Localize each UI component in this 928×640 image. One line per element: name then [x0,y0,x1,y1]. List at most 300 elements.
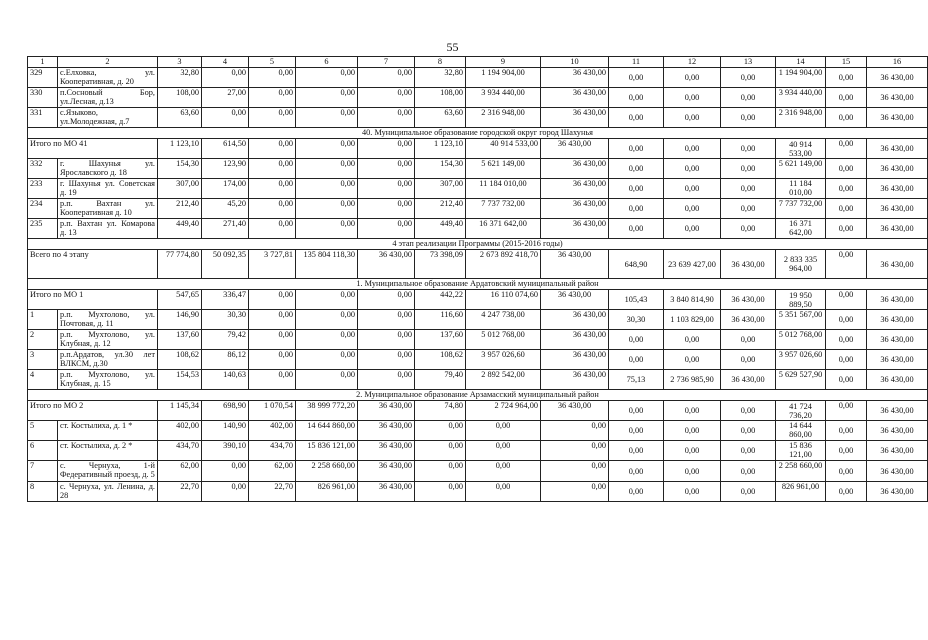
value-cell: 36 430,00 [358,441,415,461]
row-number: 330 [28,88,58,108]
value-cell: 0,00 [202,482,249,502]
value-cell: 5 012 768,00 [466,330,541,350]
value-cell: 3 957 026,60 [776,350,826,370]
row-number: 235 [28,219,58,239]
value-cell: 0,00 [358,159,415,179]
value-cell: 307,00 [415,179,466,199]
column-number-13: 13 [721,57,776,68]
value-cell: 0,00 [296,159,358,179]
value-cell: 0,00 [664,350,721,370]
value-cell: 4 247 738,00 [466,310,541,330]
value-cell: 826 961,00 [776,482,826,502]
value-cell: 0,00 [664,88,721,108]
total-cell: 36 430,00 [358,401,415,421]
table-row [28,350,928,370]
total-cell: 36 430,00 [541,250,609,279]
column-number-row [28,57,928,68]
address-cell: р.п. Вахтан ул. Комарова д. 13 [58,219,158,239]
table-body [28,57,928,502]
total-cell: 40 914 533,00 [776,139,826,159]
value-cell: 108,62 [158,350,202,370]
total-cell: 0,00 [664,139,721,159]
section-heading-row [28,128,928,139]
value-cell: 0,00 [609,219,664,239]
value-cell: 0,00 [358,310,415,330]
total-cell: 36 430,00 [867,250,928,279]
value-cell: 2 892 542,00 [466,370,541,390]
total-cell: 0,00 [826,290,867,310]
value-cell: 36 430,00 [358,482,415,502]
value-cell: 0,00 [541,421,609,441]
total-cell: 36 430,00 [867,401,928,421]
value-cell: 2 258 660,00 [296,461,358,482]
value-cell: 36 430,00 [867,370,928,390]
total-cell: 1 123,10 [158,139,202,159]
value-cell: 1 194 904,00 [466,68,541,88]
value-cell: 63,60 [158,108,202,128]
value-cell: 826 961,00 [296,482,358,502]
value-cell: 0,00 [249,179,296,199]
total-cell: 50 092,35 [202,250,249,279]
value-cell: 3 934 440,00 [466,88,541,108]
value-cell: 11 184 010,00 [776,179,826,199]
column-number-14: 14 [776,57,826,68]
value-cell: 0,00 [249,199,296,219]
total-cell: 16 110 074,60 [466,290,541,310]
row-number: 5 [28,421,58,441]
row-number: 7 [28,461,58,482]
value-cell: 0,00 [826,199,867,219]
total-cell: 1 123,10 [415,139,466,159]
total-cell: 36 430,00 [358,250,415,279]
value-cell: 3 957 026,60 [466,350,541,370]
value-cell: 0,00 [249,159,296,179]
value-cell: 0,00 [826,370,867,390]
value-cell: 0,00 [826,441,867,461]
total-label: Итого по МО 2 [28,401,158,421]
value-cell: 0,00 [826,350,867,370]
value-cell: 0,00 [664,330,721,350]
value-cell: 307,00 [158,179,202,199]
value-cell: 22,70 [158,482,202,502]
value-cell: 0,00 [609,159,664,179]
value-cell: 0,00 [664,159,721,179]
value-cell: 0,00 [466,421,541,441]
value-cell: 0,00 [721,330,776,350]
value-cell: 0,00 [826,421,867,441]
value-cell: 0,00 [664,482,721,502]
value-cell: 15 836 121,00 [296,441,358,461]
total-cell: 547,65 [158,290,202,310]
value-cell: 0,00 [202,108,249,128]
table-row [28,159,928,179]
total-cell: 0,00 [664,401,721,421]
value-cell: 0,00 [609,68,664,88]
value-cell: 108,00 [415,88,466,108]
total-cell: 3 727,81 [249,250,296,279]
column-number-6: 6 [296,57,358,68]
value-cell: 45,20 [202,199,249,219]
column-number-2: 2 [58,57,158,68]
value-cell: 0,00 [358,108,415,128]
total-cell: 77 774,80 [158,250,202,279]
value-cell: 36 430,00 [541,179,609,199]
value-cell: 0,00 [202,68,249,88]
value-cell: 22,70 [249,482,296,502]
row-number: 8 [28,482,58,502]
value-cell: 0,00 [826,179,867,199]
value-cell: 0,00 [466,482,541,502]
value-cell: 0,00 [826,88,867,108]
value-cell: 0,00 [826,310,867,330]
total-cell: 0,00 [826,401,867,421]
value-cell: 137,60 [158,330,202,350]
total-label: Итого по МО 41 [28,139,158,159]
value-cell: 0,00 [664,461,721,482]
column-number-3: 3 [158,57,202,68]
total-cell: 648,90 [609,250,664,279]
total-cell: 3 840 814,90 [664,290,721,310]
value-cell: 0,00 [249,219,296,239]
table-row [28,421,928,441]
section-heading: 2. Муниципальное образование Арзамасский муниципальный район [28,390,928,401]
mo-total-row [28,401,928,421]
value-cell: 36 430,00 [867,108,928,128]
address-cell: г. Шахунья ул. Ярославского д. 18 [58,159,158,179]
value-cell: 0,00 [296,199,358,219]
value-cell: 0,00 [358,88,415,108]
row-number: 4 [28,370,58,390]
value-cell: 0,00 [721,441,776,461]
value-cell: 154,30 [158,159,202,179]
address-cell: с. Чернуха, 1-й Федеративный проезд, д. 5 [58,461,158,482]
value-cell: 174,00 [202,179,249,199]
value-cell: 0,00 [664,199,721,219]
value-cell: 0,00 [609,461,664,482]
value-cell: 36 430,00 [358,461,415,482]
value-cell: 79,42 [202,330,249,350]
total-cell: 0,00 [296,290,358,310]
column-number-8: 8 [415,57,466,68]
value-cell: 36 430,00 [867,68,928,88]
value-cell: 2 316 948,00 [466,108,541,128]
value-cell: 0,00 [609,350,664,370]
value-cell: 0,00 [296,370,358,390]
value-cell: 0,00 [296,108,358,128]
value-cell: 0,00 [358,350,415,370]
value-cell: 75,13 [609,370,664,390]
value-cell: 0,00 [249,310,296,330]
value-cell: 0,00 [609,421,664,441]
value-cell: 36 430,00 [541,108,609,128]
value-cell: 0,00 [609,330,664,350]
value-cell: 146,90 [158,310,202,330]
value-cell: 36 430,00 [721,370,776,390]
value-cell: 36 430,00 [541,310,609,330]
value-cell: 434,70 [249,441,296,461]
column-number-5: 5 [249,57,296,68]
column-number-11: 11 [609,57,664,68]
row-number: 1 [28,310,58,330]
value-cell: 62,00 [249,461,296,482]
value-cell: 154,30 [415,159,466,179]
stage-total-row [28,250,928,279]
total-cell: 36 430,00 [867,290,928,310]
value-cell: 0,00 [541,461,609,482]
value-cell: 7 737 732,00 [466,199,541,219]
value-cell: 63,60 [415,108,466,128]
column-number-9: 9 [466,57,541,68]
value-cell: 0,00 [721,461,776,482]
value-cell: 0,00 [415,461,466,482]
value-cell: 108,00 [158,88,202,108]
value-cell: 123,90 [202,159,249,179]
address-cell: ст. Костылиха, д. 2 * [58,441,158,461]
total-cell: 19 950 889,50 [776,290,826,310]
total-cell: 698,90 [202,401,249,421]
total-cell: 0,00 [826,139,867,159]
total-cell: 36 430,00 [541,401,609,421]
value-cell: 0,00 [296,219,358,239]
value-cell: 36 430,00 [867,330,928,350]
value-cell: 36 430,00 [541,330,609,350]
value-cell: 390,10 [202,441,249,461]
value-cell: 36 430,00 [867,350,928,370]
value-cell: 0,00 [296,179,358,199]
value-cell: 0,00 [415,482,466,502]
address-cell: п.Сосновый Бор, ул.Лесная, д.13 [58,88,158,108]
section-heading: 1. Муниципальное образование Ардатовский муниципальный район [28,279,928,290]
total-cell: 73 398,09 [415,250,466,279]
total-cell: 0,00 [609,139,664,159]
table-row [28,219,928,239]
value-cell: 0,00 [826,482,867,502]
value-cell: 0,00 [664,441,721,461]
value-cell: 36 430,00 [358,421,415,441]
total-cell: 74,80 [415,401,466,421]
value-cell: 36 430,00 [867,482,928,502]
value-cell: 36 430,00 [867,219,928,239]
total-cell: 336,47 [202,290,249,310]
value-cell: 271,40 [202,219,249,239]
value-cell: 0,00 [721,199,776,219]
value-cell: 0,00 [664,68,721,88]
value-cell: 16 371 642,00 [466,219,541,239]
total-cell: 442,22 [415,290,466,310]
value-cell: 5 621 149,00 [466,159,541,179]
value-cell: 27,00 [202,88,249,108]
address-cell: с.Языково, ул.Молодежная, д.7 [58,108,158,128]
total-cell: 0,00 [249,139,296,159]
value-cell: 154,53 [158,370,202,390]
row-number: 332 [28,159,58,179]
column-number-12: 12 [664,57,721,68]
total-cell: 23 639 427,00 [664,250,721,279]
value-cell: 15 836 121,00 [776,441,826,461]
section-heading-row [28,279,928,290]
value-cell: 0,00 [721,421,776,441]
column-number-16: 16 [867,57,928,68]
value-cell: 5 351 567,00 [776,310,826,330]
value-cell: 0,00 [826,68,867,88]
value-cell: 0,00 [721,219,776,239]
total-cell: 2 833 335 964,00 [776,250,826,279]
value-cell: 36 430,00 [867,310,928,330]
total-cell: 2 673 892 418,70 [466,250,541,279]
value-cell: 0,00 [541,441,609,461]
value-cell: 36 430,00 [541,370,609,390]
value-cell: 2 736 985,90 [664,370,721,390]
value-cell: 0,00 [296,330,358,350]
row-number: 233 [28,179,58,199]
value-cell: 14 644 860,00 [776,421,826,441]
value-cell: 5 012 768,00 [776,330,826,350]
value-cell: 0,00 [415,441,466,461]
total-cell: 0,00 [249,290,296,310]
program-table [27,56,928,502]
value-cell: 0,00 [826,108,867,128]
value-cell: 0,00 [541,482,609,502]
value-cell: 0,00 [609,441,664,461]
value-cell: 30,30 [202,310,249,330]
value-cell: 36 430,00 [867,461,928,482]
row-number: 6 [28,441,58,461]
total-cell: 0,00 [609,401,664,421]
table-row [28,108,928,128]
table-row [28,461,928,482]
total-cell: 41 724 736,20 [776,401,826,421]
page-number: 55 [446,40,459,54]
table-row [28,68,928,88]
address-cell: ст. Костылиха, д. 1 * [58,421,158,441]
total-cell: 1 145,34 [158,401,202,421]
value-cell: 0,00 [721,482,776,502]
value-cell: 0,00 [296,68,358,88]
column-number-7: 7 [358,57,415,68]
value-cell: 1 194 904,00 [776,68,826,88]
total-cell: 0,00 [826,250,867,279]
total-cell: 1 070,54 [249,401,296,421]
value-cell: 402,00 [158,421,202,441]
value-cell: 36 430,00 [541,88,609,108]
mo-total-row [28,290,928,310]
table-row [28,310,928,330]
address-cell: р.п. Мухтолово, ул. Клубная, д. 12 [58,330,158,350]
value-cell: 36 430,00 [541,219,609,239]
value-cell: 0,00 [609,88,664,108]
total-cell: 135 804 118,30 [296,250,358,279]
value-cell: 36 430,00 [867,88,928,108]
value-cell: 0,00 [466,441,541,461]
value-cell: 2 258 660,00 [776,461,826,482]
value-cell: 0,00 [358,370,415,390]
value-cell: 36 430,00 [721,310,776,330]
total-cell: 2 724 964,00 [466,401,541,421]
value-cell: 434,70 [158,441,202,461]
column-number-1: 1 [28,57,58,68]
value-cell: 30,30 [609,310,664,330]
value-cell: 79,40 [415,370,466,390]
value-cell: 0,00 [358,219,415,239]
total-cell: 0,00 [296,139,358,159]
total-cell: 36 430,00 [541,139,609,159]
value-cell: 449,40 [415,219,466,239]
value-cell: 86,12 [202,350,249,370]
value-cell: 14 644 860,00 [296,421,358,441]
value-cell: 36 430,00 [867,159,928,179]
value-cell: 0,00 [721,108,776,128]
value-cell: 0,00 [664,179,721,199]
column-number-15: 15 [826,57,867,68]
total-cell: 36 430,00 [541,290,609,310]
value-cell: 0,00 [609,108,664,128]
value-cell: 212,40 [158,199,202,219]
section-heading-row [28,239,928,250]
total-cell: 36 430,00 [721,250,776,279]
total-cell: 36 430,00 [867,139,928,159]
value-cell: 0,00 [721,68,776,88]
value-cell: 0,00 [358,330,415,350]
value-cell: 36 430,00 [541,68,609,88]
value-cell: 3 934 440,00 [776,88,826,108]
total-cell: 38 999 772,20 [296,401,358,421]
value-cell: 0,00 [826,330,867,350]
total-cell: 36 430,00 [721,290,776,310]
value-cell: 0,00 [249,108,296,128]
address-cell: г. Шахунья ул. Советская д. 19 [58,179,158,199]
value-cell: 11 184 010,00 [466,179,541,199]
value-cell: 36 430,00 [541,199,609,219]
table-row [28,370,928,390]
total-label: Итого по МО 1 [28,290,158,310]
section-heading: 40. Муниципальное образование городской округ город Шахунья [28,128,928,139]
row-number: 329 [28,68,58,88]
section-heading-row [28,390,928,401]
value-cell: 0,00 [249,350,296,370]
table-row [28,179,928,199]
value-cell: 0,00 [609,199,664,219]
value-cell: 32,80 [415,68,466,88]
column-number-10: 10 [541,57,609,68]
value-cell: 5 621 149,00 [776,159,826,179]
value-cell: 0,00 [721,88,776,108]
value-cell: 0,00 [358,199,415,219]
address-cell: р.п. Мухтолово, ул. Клубная, д. 15 [58,370,158,390]
table-row [28,88,928,108]
value-cell: 0,00 [296,88,358,108]
value-cell: 32,80 [158,68,202,88]
address-cell: р.п. Вахтан ул. Кооперативная д. 10 [58,199,158,219]
value-cell: 36 430,00 [867,179,928,199]
total-cell: 0,00 [721,401,776,421]
value-cell: 0,00 [664,219,721,239]
row-number: 3 [28,350,58,370]
total-cell: 0,00 [721,139,776,159]
value-cell: 0,00 [826,461,867,482]
value-cell: 0,00 [721,179,776,199]
value-cell: 0,00 [664,108,721,128]
column-number-4: 4 [202,57,249,68]
value-cell: 62,00 [158,461,202,482]
total-cell: 0,00 [358,139,415,159]
value-cell: 449,40 [158,219,202,239]
value-cell: 1 103 829,00 [664,310,721,330]
address-cell: р.п. Мухтолово, ул. Почтовая, д. 11 [58,310,158,330]
total-cell: 105,43 [609,290,664,310]
value-cell: 0,00 [296,350,358,370]
table-row [28,441,928,461]
value-cell: 140,63 [202,370,249,390]
